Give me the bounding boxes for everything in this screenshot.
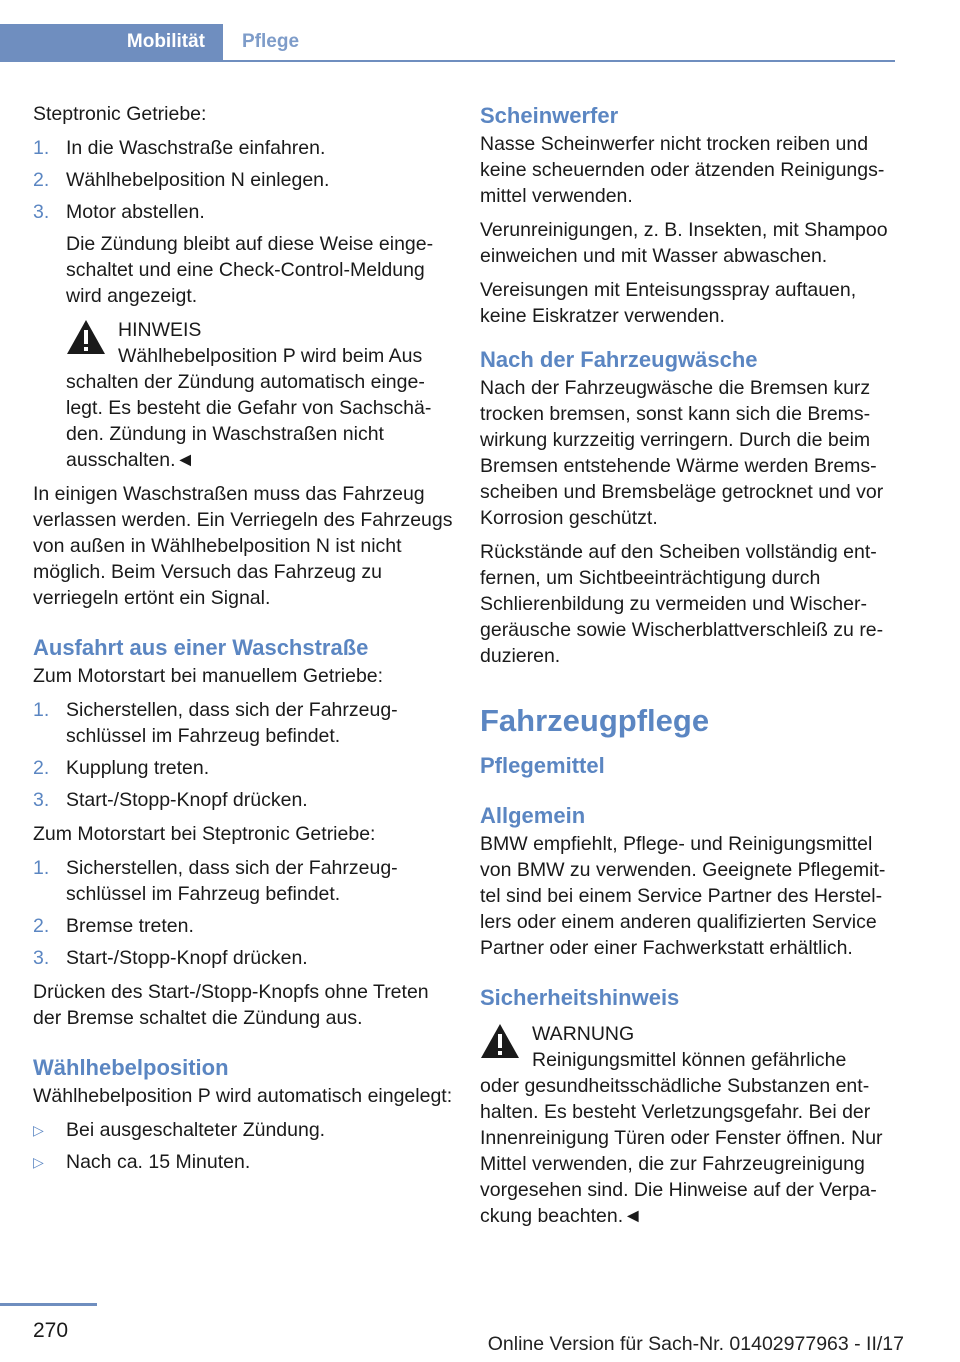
hint-text: schalten der Zündung automatisch eingelegt. Es besteht die Gefahr von Sachschäden. Zündung in Waschstraßen nicht ausschalten.◄ bbox=[66, 371, 432, 471]
warning-triangle-icon bbox=[480, 1023, 520, 1059]
right-column bbox=[480, 101, 896, 1237]
list-text: Kupplung treten. bbox=[66, 757, 210, 779]
hint-title: HINWEIS bbox=[118, 319, 202, 341]
page-number-rule bbox=[0, 1303, 97, 1306]
paragraph: Nasse Scheinwerfer nicht trocken reiben und keine scheuernden oder ätzenden Reinigungsmittel verwenden. bbox=[480, 133, 885, 207]
heading-nach-fahrzeugwaesche: Nach der Fahrzeugwäsche bbox=[480, 347, 758, 372]
list-text: Bremse treten. bbox=[66, 915, 194, 937]
heading-pflegemittel: Pflegemittel bbox=[480, 753, 605, 778]
list-text: In die Waschstraße einfahren. bbox=[66, 137, 326, 159]
list-text: Nach ca. 15 Minuten. bbox=[66, 1151, 251, 1173]
tab-divider bbox=[0, 60, 895, 62]
warning-title: WARNUNG bbox=[532, 1023, 635, 1045]
list-item bbox=[33, 199, 453, 309]
list-number: 1. bbox=[33, 699, 50, 721]
list-number: 3. bbox=[33, 789, 50, 811]
list-text: Start-/Stopp-Knopf drücken. bbox=[66, 789, 308, 811]
list-text: Bei ausgeschalteter Zündung. bbox=[66, 1119, 326, 1141]
list-item bbox=[33, 787, 453, 813]
paragraph: Drücken des Start-/Stopp-Knopfs ohne Treten der Bremse schaltet die Zündung aus. bbox=[33, 981, 429, 1029]
heading-allgemein: Allgemein bbox=[480, 803, 586, 828]
steptronic-start-intro: Zum Motorstart bei Steptronic Getriebe: bbox=[33, 823, 376, 845]
tab-mobilitaet[interactable]: Mobilität bbox=[0, 24, 223, 60]
hint-box bbox=[66, 317, 453, 473]
list-number: 2. bbox=[33, 169, 50, 191]
bullet-list bbox=[33, 1117, 453, 1175]
list-number: 2. bbox=[33, 757, 50, 779]
paragraph: In einigen Waschstraßen muss das Fahrzeug verlassen werden. Ein Verriegeln des Fahrzeugs von außen in Wählhebelposition N ist nicht möglich. Beim Versuch das Fahrzeug zu verriegeln ertönt ein Signal. bbox=[33, 483, 453, 609]
list-subparagraph: Die Zündung bleibt auf diese Weise eingeschaltet und eine Check-Control-Meldung wird angezeigt. bbox=[66, 233, 434, 307]
list-item bbox=[33, 1149, 453, 1175]
list-item bbox=[33, 135, 453, 161]
footer-text: Online Version für Sach-Nr. 01402977963 - II/17 bbox=[487, 1333, 904, 1355]
wash-steps-list bbox=[33, 135, 453, 309]
list-item bbox=[33, 755, 453, 781]
page-number: 270 bbox=[33, 1319, 69, 1342]
warning-box bbox=[480, 1021, 896, 1229]
list-text: Motor abstellen. bbox=[66, 201, 205, 223]
steptronic-intro: Steptronic Getriebe: bbox=[33, 103, 207, 125]
steptronic-start-list bbox=[33, 855, 453, 971]
list-number: 3. bbox=[33, 947, 50, 969]
list-number: 3. bbox=[33, 201, 50, 223]
paragraph: Rückstände auf den Scheiben vollständig entfernen, um Sichtbeeinträchtigung durch Schlierenbildung zu vermeiden und Wischergeräusche sowie Wischerblattverschleiß zu reduzieren. bbox=[480, 541, 884, 667]
list-item bbox=[33, 945, 453, 971]
triangle-bullet-icon: ▷ bbox=[33, 1122, 44, 1138]
list-item bbox=[33, 1117, 453, 1143]
list-number: 1. bbox=[33, 137, 50, 159]
list-item bbox=[33, 855, 453, 907]
list-number: 2. bbox=[33, 915, 50, 937]
paragraph: BMW empfiehlt, Pflege- und Reinigungsmittel von BMW zu verwenden. Geeignete Pflegemittel sind bei einem Service Partner des Herstellers oder einem anderen qualifizierten Service Partner oder einer Fachwerkstatt erhältlich. bbox=[480, 833, 886, 959]
paragraph: Verunreinigungen, z. B. Insekten, mit Shampoo einweichen und mit Wasser abwaschen. bbox=[480, 219, 888, 267]
warning-triangle-icon bbox=[66, 319, 106, 355]
list-item bbox=[33, 167, 453, 193]
list-text: Sicherstellen, dass sich der Fahrzeugschlüssel im Fahrzeug befindet. bbox=[66, 699, 398, 747]
paragraph: Vereisungen mit Enteisungsspray auftauen, keine Eiskratzer verwenden. bbox=[480, 279, 857, 327]
tab-pflege[interactable]: Pflege bbox=[242, 31, 300, 52]
manual-intro: Zum Motorstart bei manuellem Getriebe: bbox=[33, 665, 384, 687]
chapter-tabs bbox=[0, 24, 895, 62]
warning-text-first: Reinigungsmittel können gefährliche bbox=[532, 1049, 847, 1071]
list-text: Wählhebelposition N einlegen. bbox=[66, 169, 330, 191]
list-number: 1. bbox=[33, 857, 50, 879]
manual-start-list bbox=[33, 697, 453, 813]
heading-scheinwerfer: Scheinwerfer bbox=[480, 103, 619, 128]
triangle-bullet-icon: ▷ bbox=[33, 1154, 44, 1170]
heading-waehlhebelposition: Wählhebelposition bbox=[33, 1055, 229, 1080]
left-column bbox=[33, 101, 453, 1183]
paragraph: Nach der Fahrzeugwäsche die Bremsen kurz trocken bremsen, sonst kann sich die Bremswirkung kurzzeitig verringern. Durch die beim Bremsen entstehende Wärme werden Bremsscheiben und Bremsbeläge getrocknet und vor Korrosion geschützt. bbox=[480, 377, 884, 529]
warning-text: oder gesundheitsschädliche Substanzen enthalten. Es besteht Verletzungsgefahr. Bei der Innenreinigung Türen oder Fenster öffnen. Nur Mittel verwenden, die zur Fahrzeugreinigung vorgesehen sind. Die Hinweise auf der Verpackung beachten.◄ bbox=[480, 1075, 883, 1227]
list-text: Start-/Stopp-Knopf drücken. bbox=[66, 947, 308, 969]
heading-ausfahrt: Ausfahrt aus einer Waschstraße bbox=[33, 635, 369, 660]
list-item bbox=[33, 697, 453, 749]
list-item bbox=[33, 913, 453, 939]
list-text: Sicherstellen, dass sich der Fahrzeugschlüssel im Fahrzeug befindet. bbox=[66, 857, 398, 905]
paragraph: Wählhebelposition P wird automatisch eingelegt: bbox=[33, 1085, 453, 1107]
heading-fahrzeugpflege: Fahrzeugpflege bbox=[480, 703, 710, 738]
heading-sicherheitshinweis: Sicherheitshinweis bbox=[480, 985, 680, 1010]
hint-text-first: Wählhebelposition P wird beim Aus bbox=[118, 345, 423, 367]
